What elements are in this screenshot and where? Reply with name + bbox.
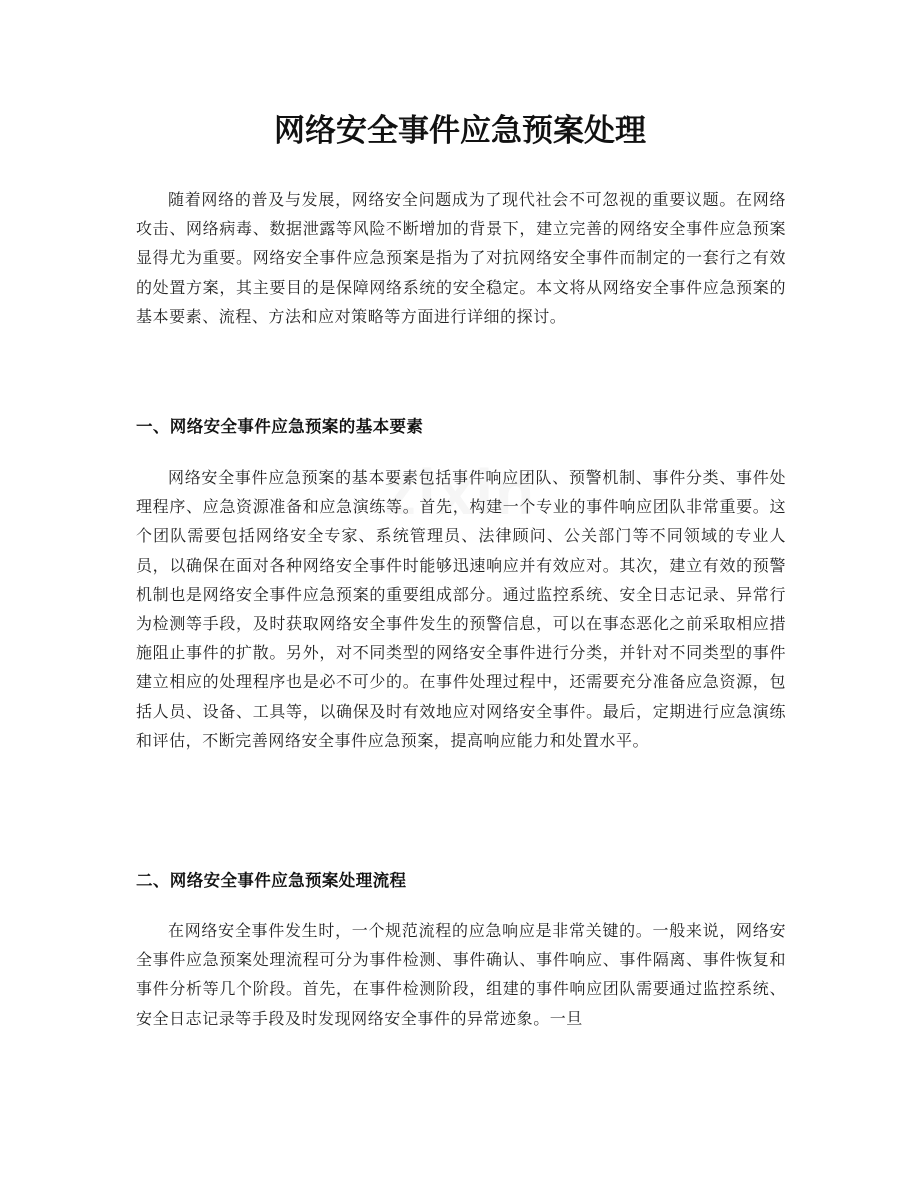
section-heading-1: 一、网络安全事件应急预案的基本要素 [136,417,424,436]
section-2-paragraph: 在网络安全事件发生时，一个规范流程的应急响应是非常关键的。一般来说，网络安全事件应急预案处理流程可分为事件检测、事件确认、事件响应、事件隔离、事件恢复和事件分析等几个阶段。首先，在事件检测阶段，组建的事件响应团队需要通过监控系统、安全日志记录等手段及时发现网络安全事件的异常迹象。一旦 [136,921,786,1028]
document-title: 网络安全事件应急预案处理 [274,113,646,149]
section-heading-2: 二、网络安全事件应急预案处理流程 [136,871,407,890]
intro-paragraph: 随着网络的普及与发展，网络安全问题成为了现代社会不可忽视的重要议题。在网络攻击、网络病毒、数据泄露等风险不断增加的背景下，建立完善的网络安全事件应急预案显得尤为重要。网络安全事件应急预案是指为了对抗网络安全事件而制定的一套行之有效的处置方案，其主要目的是保障网络系统的安全稳定。本文将从网络安全事件应急预案的基本要素、流程、方法和应对策略等方面进行详细的探讨。 [136,190,786,326]
section-1-paragraph: 网络安全事件应急预案的基本要素包括事件响应团队、预警机制、事件分类、事件处理程序、应急资源准备和应急演练等。首先，构建一个专业的事件响应团队非常重要。这个团队需要包括网络安全专家、系统管理员、法律顾问、公关部门等不同领域的专业人员，以确保在面对各种网络安全事件时能够迅速响应并有效应对。其次，建立有效的预警机制也是网络安全事件应急预案的重要组成部分。通过监控系统、安全日志记录、异常行为检测等手段，及时获取网络安全事件发生的预警信息，可以在事态恶化之前采取相应措施阻止事件的扩散。另外，对不同类型的网络安全事件进行分类，并针对不同类型的事件建立相应的处理程序也是必不可少的。在事件处理过程中，还需要充分准备应急资源，包括人员、设备、工具等，以确保及时有效地应对网络安全事件。最后，定期进行应急演练和评估，不断完善网络安全事件应急预案，提高响应能力和处置水平。 [136,468,786,750]
